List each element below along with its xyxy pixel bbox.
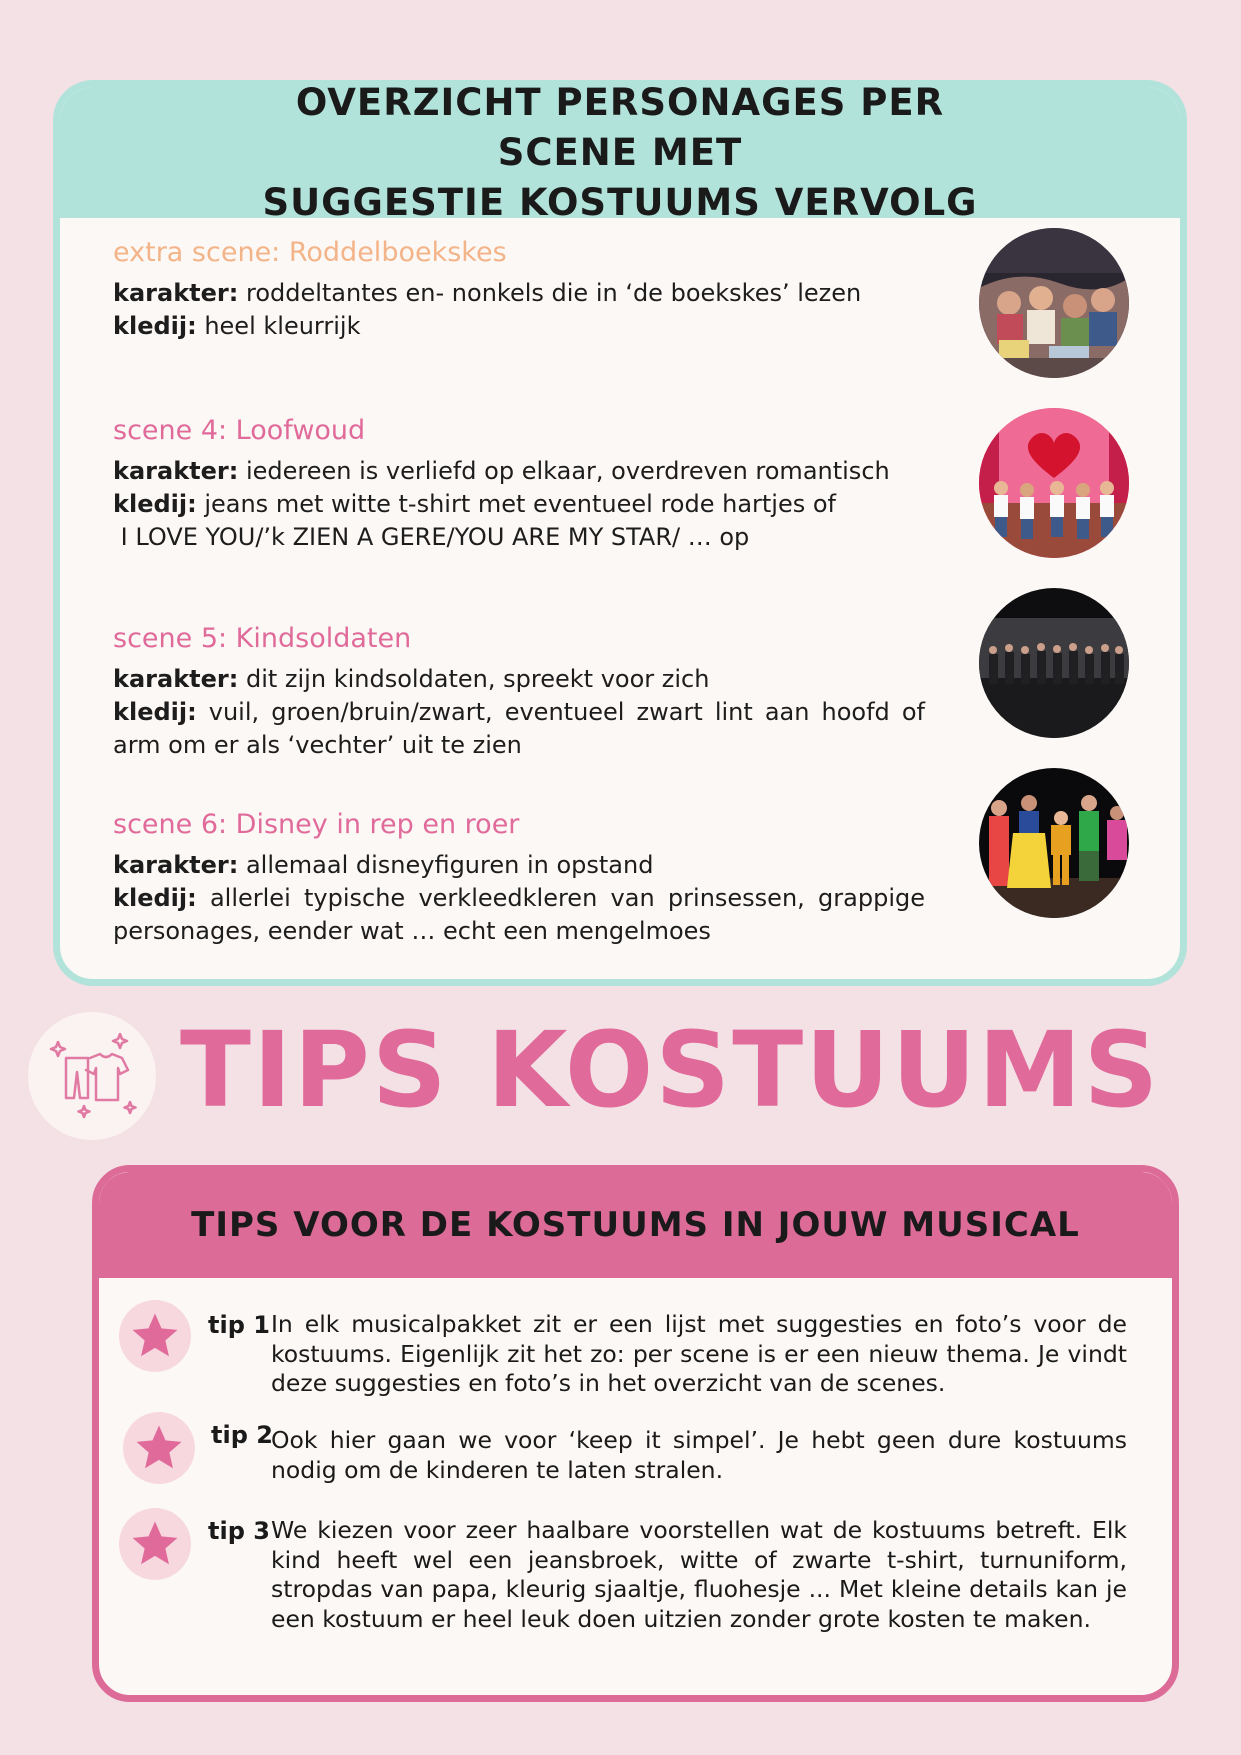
tips-title: TIPS VOOR DE KOSTUUMS IN JOUW MUSICAL <box>191 1205 1080 1245</box>
karakter-label: karakter: <box>113 851 239 879</box>
overview-title <box>220 80 1020 228</box>
tip-label: tip 2 <box>211 1421 273 1449</box>
overview-title-line1: OVERZICHT PERSONAGES PER SCENE MET <box>295 80 945 174</box>
star-icon <box>119 1300 191 1372</box>
kledij-label: kledij: <box>113 884 197 912</box>
scene-karakter <box>113 277 925 310</box>
scene-block-6 <box>113 807 925 948</box>
kledij-text: vuil, groen/bruin/zwart, eventueel zwart lint aan hoofd of arm om er als ‘vechter’ uit te zien <box>113 698 925 759</box>
scene-kledij <box>113 488 925 521</box>
kledij-label: kledij: <box>113 698 197 726</box>
scene-title: extra scene: Roddelboekskes <box>113 237 507 268</box>
star-icon <box>123 1412 195 1484</box>
soldiers-stage-photo <box>979 588 1129 738</box>
audience-reading-photo <box>979 228 1129 378</box>
scene-block-5 <box>113 621 925 762</box>
heart-stage-photo <box>979 408 1129 558</box>
karakter-text: roddeltantes en- nonkels die in ‘de boekskes’ lezen <box>238 279 862 307</box>
star-icon <box>119 1508 191 1580</box>
scene-block-4 <box>113 413 925 554</box>
tips-card <box>92 1165 1179 1702</box>
scene-title: scene 4: Loofwoud <box>113 415 366 446</box>
tip-text: We kiezen voor zeer haalbare voorstellen wat de kostuums betreft. Elk kind heeft wel een jeansbroek, witte of zwarte t-shirt, turnuniform, stropdas van papa, kleurig sjaaltje, fluohesje ... Met kleine details kan je een kostuum er heel leuk doen uitzien zonder grote kosten te maken. <box>271 1516 1127 1633</box>
scene-kledij <box>113 310 925 343</box>
overview-card <box>53 80 1187 986</box>
tip-text: In elk musicalpakket zit er een lijst met suggesties en foto’s voor de kostuums. Eigenlijk zit het zo: per scene is er een nieuw thema. Je vindt deze suggesties en foto’s in het overzicht van de scenes. <box>271 1310 1127 1397</box>
disney-stage-photo <box>979 768 1129 918</box>
kledij-label: kledij: <box>113 490 197 518</box>
scene-kledij-extra: I LOVE YOU/’k ZIEN A GERE/YOU ARE MY STAR/ … op <box>113 523 750 551</box>
karakter-text: dit zijn kindsoldaten, spreekt voor zich <box>238 665 710 693</box>
tip-text: Ook hier gaan we voor ‘keep it simpel’. Je hebt geen dure kostuums nodig om de kinderen te laten stralen. <box>271 1426 1127 1484</box>
scene-title: scene 6: Disney in rep en roer <box>113 809 520 840</box>
scene-kledij <box>113 696 925 762</box>
scene-karakter <box>113 663 925 696</box>
karakter-label: karakter: <box>113 279 239 307</box>
clothes-sparkle-icon <box>28 1012 156 1140</box>
tips-header <box>99 1172 1172 1278</box>
karakter-text: allemaal disneyfiguren in opstand <box>238 851 654 879</box>
kledij-text: heel kleurrijk <box>196 312 361 340</box>
scene-block-extra <box>113 235 925 343</box>
karakter-label: karakter: <box>113 457 239 485</box>
scene-karakter <box>113 455 925 488</box>
kledij-label: kledij: <box>113 312 197 340</box>
karakter-label: karakter: <box>113 665 239 693</box>
scene-karakter <box>113 849 925 882</box>
overview-title-line2: SUGGESTIE KOSTUUMS VERVOLG <box>262 180 978 224</box>
karakter-text: iedereen is verliefd op elkaar, overdreven romantisch <box>238 457 890 485</box>
kledij-text: jeans met witte t-shirt met eventueel rode hartjes of <box>196 490 836 518</box>
scene-title: scene 5: Kindsoldaten <box>113 623 412 654</box>
tips-heading: TIPS KOSTUUMS <box>180 1009 1161 1131</box>
overview-header <box>60 80 1180 224</box>
tip-label: tip 1 <box>208 1311 270 1339</box>
kledij-text: allerlei typische verkleedkleren van prinsessen, grappige personages, eender wat … echt een mengelmoes <box>113 884 925 945</box>
tip-label: tip 3 <box>208 1517 270 1545</box>
scene-kledij <box>113 882 925 948</box>
